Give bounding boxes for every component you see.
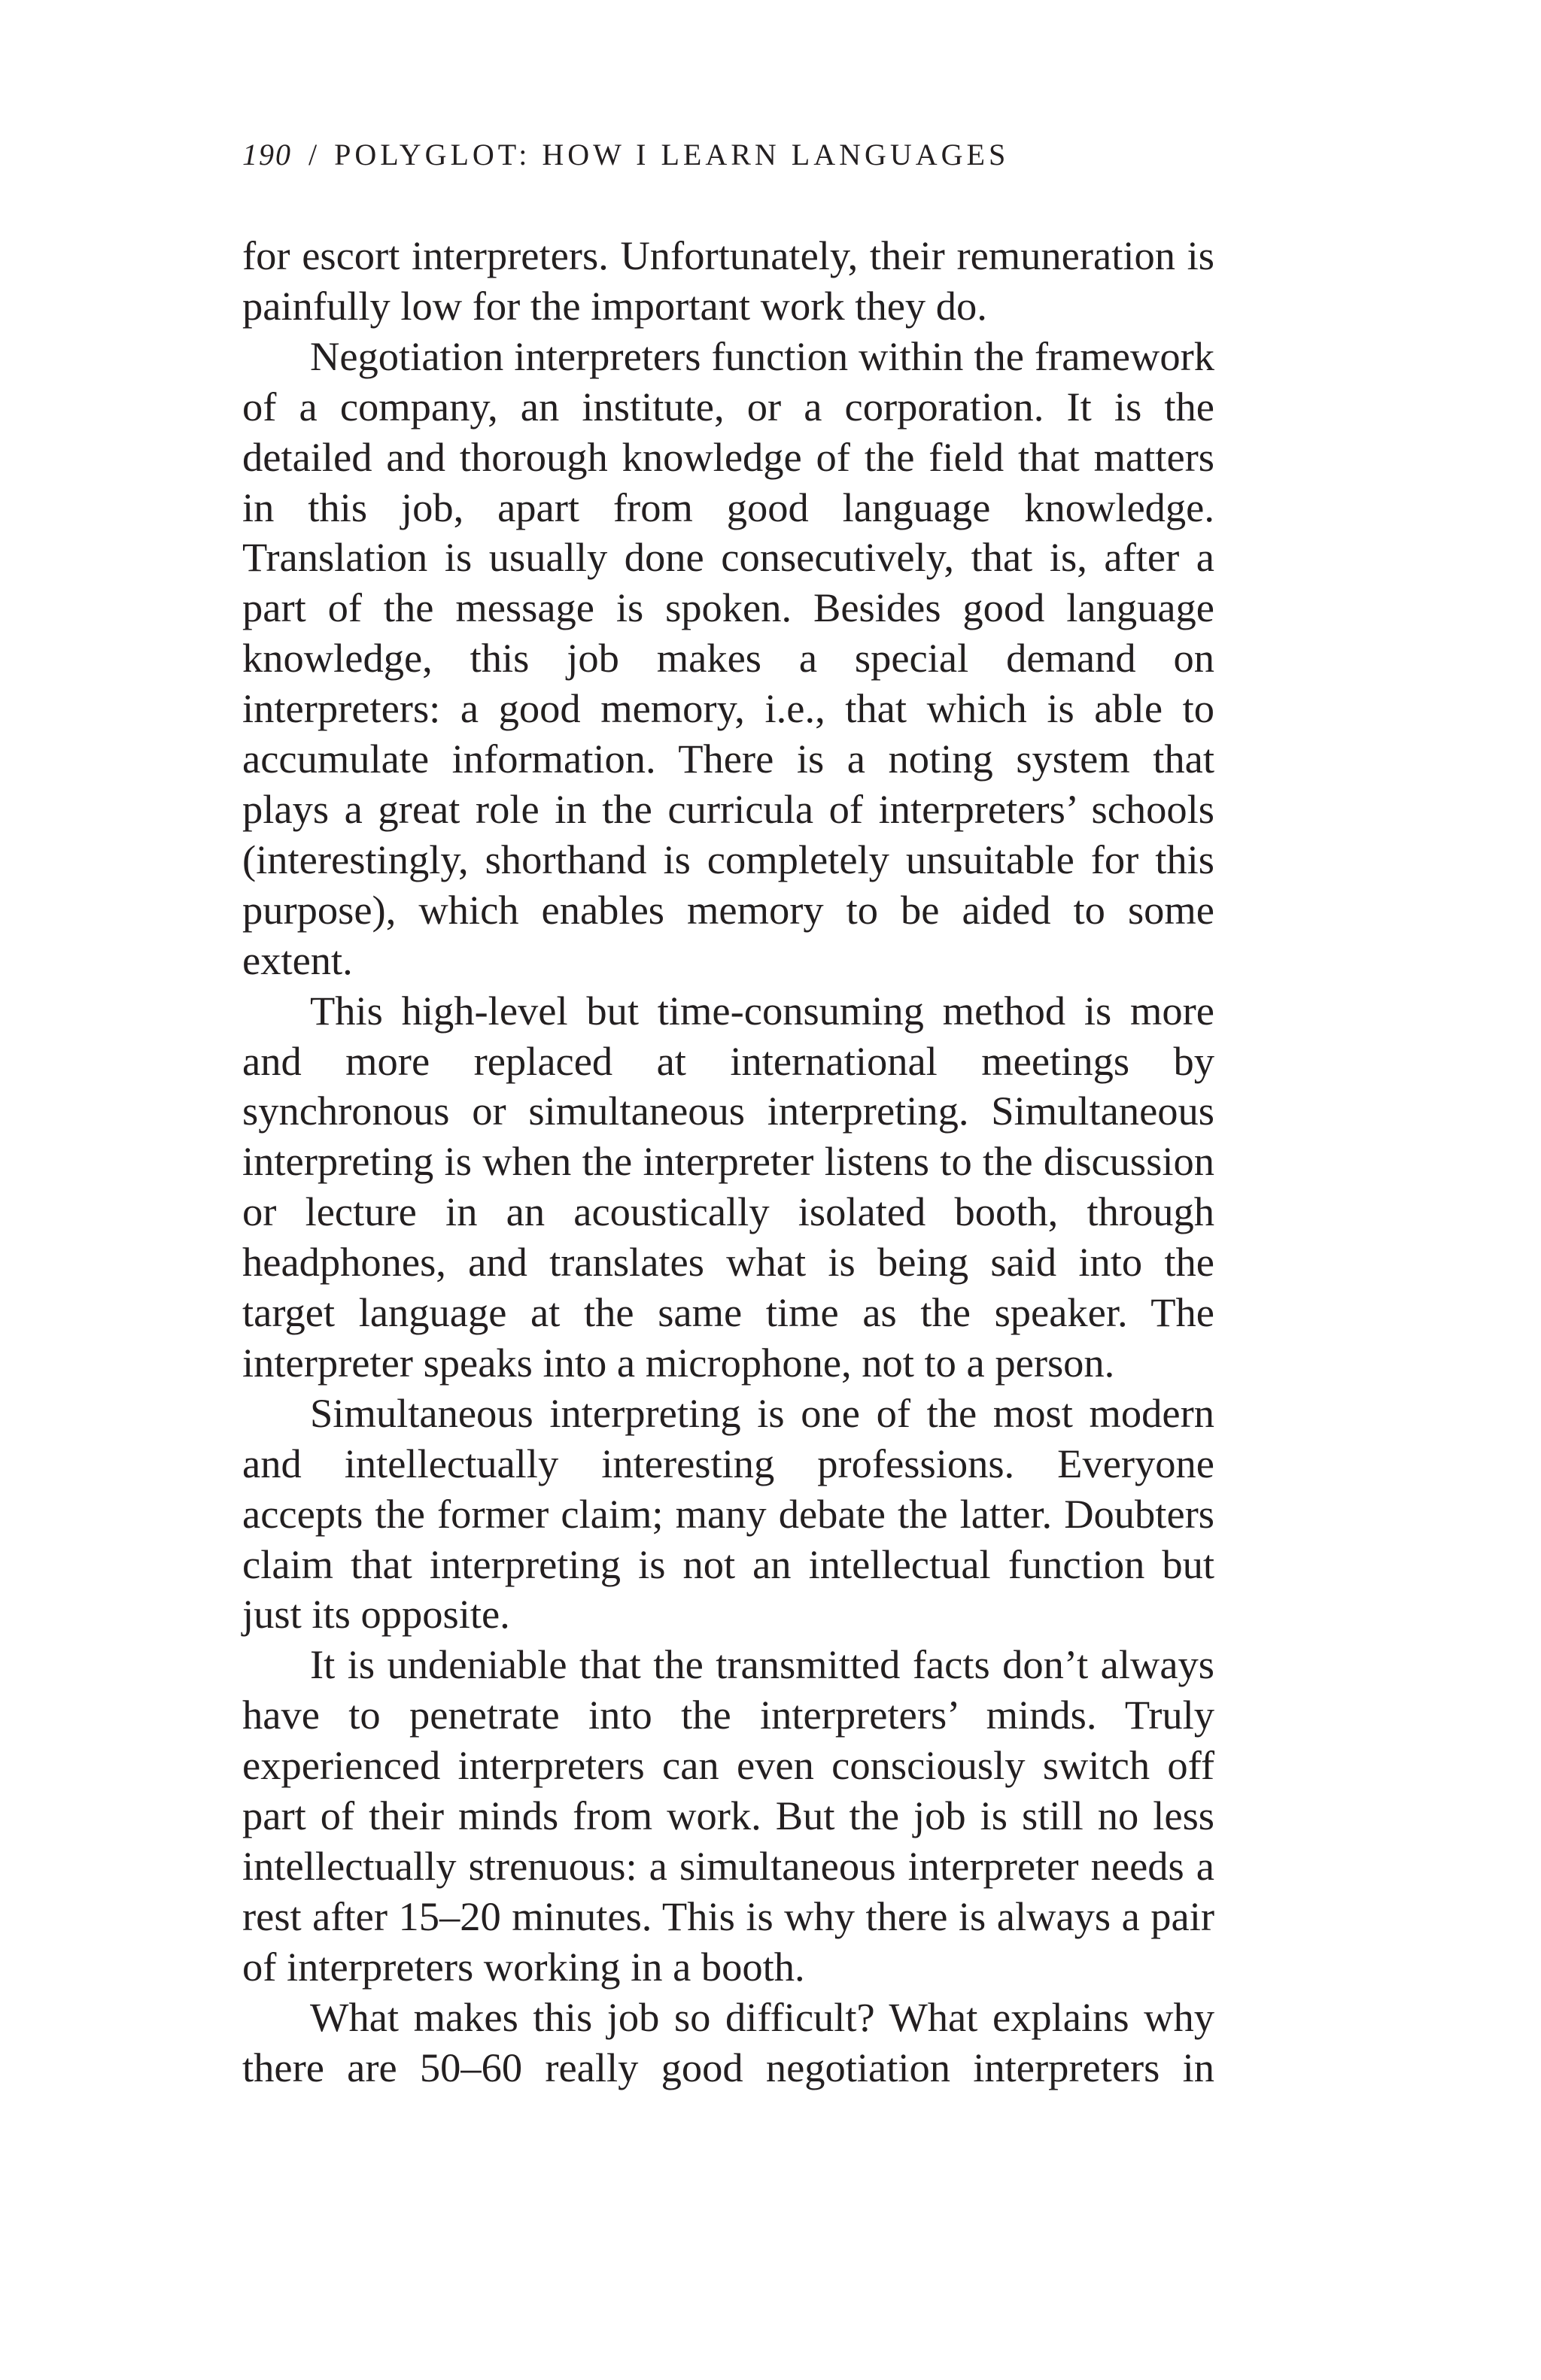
paragraph-modern-profession: Simultaneous interpreting is one of the most modern and intellectually interesting professions. Everyone accepts the former claim; many debate the latter. Doubters claim that interpreting is not an intellectual function but just its opposite. xyxy=(242,1389,1214,1638)
page-number: 190 xyxy=(242,138,292,172)
paragraph-simultaneous-method: This high-level but time-consuming method is more and more replaced at international meetings by synchronous or simultaneous interpreting. Simultaneous interpreting is when the interpreter listens to the discussion or lecture in an acoustically isolated booth, through headphones, and translates what is being said into the target language at the same time as the speaker. The interpreter speaks into a microphone, not to a person. xyxy=(242,987,1214,1386)
body-text xyxy=(242,231,1214,2093)
paragraph-difficulty-question: What makes this job so difficult? What explains why there are 50–60 really good negotiation interpreters in xyxy=(242,1993,1214,2090)
paragraph-intellectual-strain: It is undeniable that the transmitted facts don’t always have to penetrate into the interpreters’ minds. Truly experienced interpreters can even consciously switch off part of their minds from work. But the job is still no less intellectually strenuous: a simultaneous interpreter needs a rest after 15–20 minutes. This is why there is always a pair of interpreters working in a booth. xyxy=(242,1641,1214,1990)
header-separator: / xyxy=(309,138,321,172)
book-title: POLYGLOT: HOW I LEARN LANGUAGES xyxy=(334,138,1010,172)
paragraph-negotiation-interpreters: Negotiation interpreters function within the framework of a company, an institute, or a corporation. It is the detailed and thorough knowledge of the field that matters in this job, apart from good language knowledge. Translation is usually done consecutively, that is, after a part of the message is spoken. Besides good language knowledge, this job makes a special demand on interpreters: a good memory, i.e., that which is able to accumulate information. There is a noting system that plays a great role in the curricula of interpreters’ schools (interestingly, shorthand is completely unsuitable for this purpose), which enables memory to be aided to some extent. xyxy=(242,332,1214,983)
paragraph-continued: for escort interpreters. Unfortunately, their remuneration is painfully low for the important work they do. xyxy=(242,232,1214,329)
running-head xyxy=(242,132,1296,178)
